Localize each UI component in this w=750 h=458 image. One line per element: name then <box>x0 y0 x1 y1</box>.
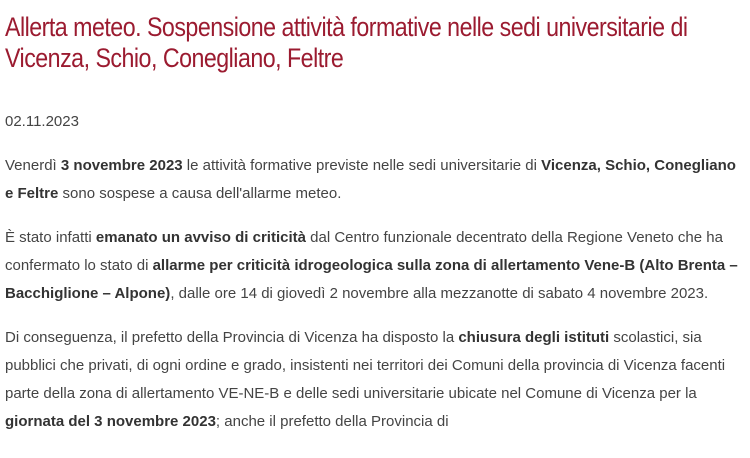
paragraph-1 <box>5 152 740 208</box>
paragraph-2 <box>5 224 740 308</box>
p1-text-2: le attività formative previste nelle sedi universitarie di <box>182 157 542 174</box>
p3-bold-closure: chiusura degli istituti <box>458 329 610 346</box>
p3-bold-day: giornata del 3 novembre 2023 <box>5 413 216 430</box>
p3-text-1: Di conseguenza, il prefetto della Provincia di Vicenza ha disposto la <box>5 329 459 346</box>
p2-text-1: È stato infatti <box>5 229 96 246</box>
p1-text-3: sono sospese a causa dell'allarme meteo. <box>58 185 342 202</box>
p1-bold-date: 3 novembre 2023 <box>60 157 183 174</box>
p2-text-3: , dalle ore 14 di giovedì 2 novembre alla mezzanotte di sabato 4 novembre 2023. <box>170 285 709 302</box>
article-title: Allerta meteo. Sospensione attività formative nelle sedi universitarie di Vicenza, Schio, Conegliano, Feltre <box>5 12 688 73</box>
p3-text-2: scolastici, sia pubblici che privati, di ogni ordine e grado, insistenti nei territori dei Comuni della provincia di Vicenza facenti parte della zona di allertamento VE-NE-B e delle sedi universitarie ubicate nel Comune di Vicenza per la <box>5 329 726 402</box>
p1-bold-locations: Vicenza, Schio, Conegliano e Feltre <box>5 157 736 202</box>
article-date: 02.11.2023 <box>5 113 79 130</box>
p1-text-1: Venerdì <box>5 157 61 174</box>
p3-text-3: ; anche il prefetto della Provincia di <box>215 413 449 430</box>
p2-bold-alarm-zone: allarme per criticità idrogeologica sulla zona di allertamento Vene-B (Alto Brenta – Bacchiglione – Alpone) <box>5 257 738 302</box>
p2-bold-warning: emanato un avviso di criticità <box>95 229 306 246</box>
paragraph-3 <box>5 324 740 436</box>
p2-text-2: dal Centro funzionale decentrato della Regione Veneto che ha confermato lo stato di <box>5 229 723 274</box>
